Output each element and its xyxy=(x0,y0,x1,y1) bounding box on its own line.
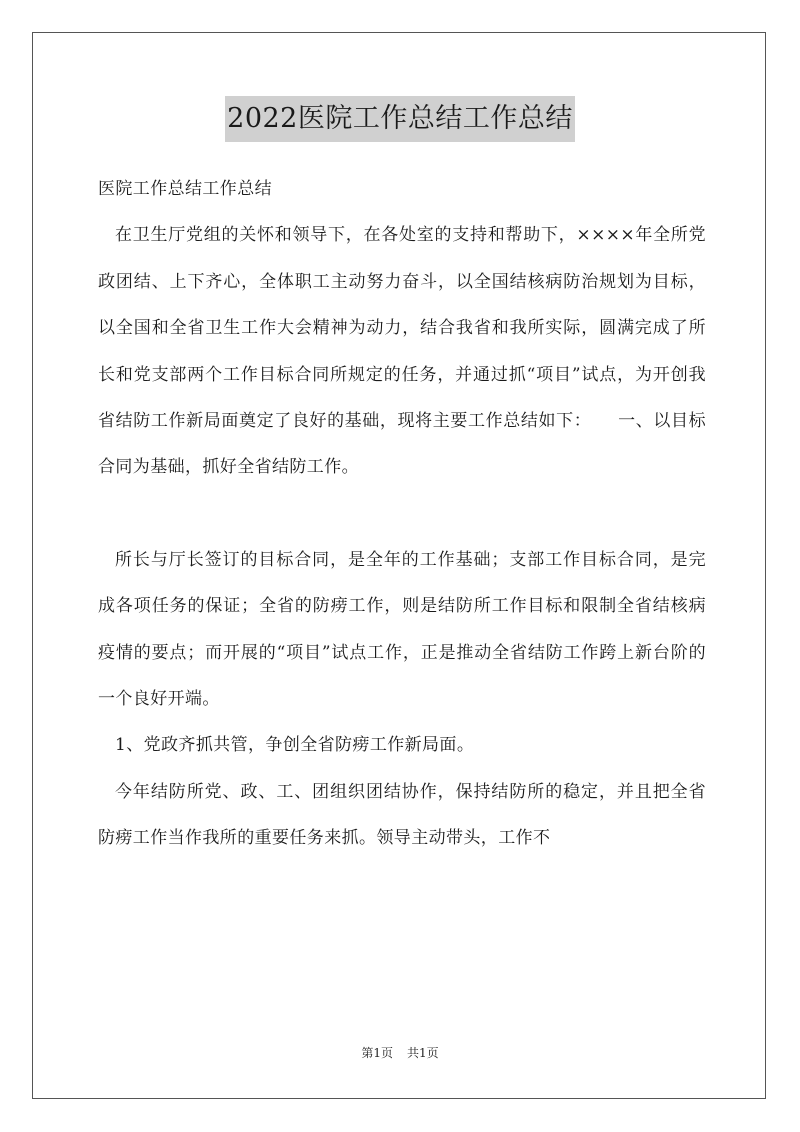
document-subtitle: 医院工作总结工作总结 xyxy=(98,179,272,199)
page-total: 共1页 xyxy=(407,1046,439,1060)
page-number: 第1页 xyxy=(361,1046,393,1060)
paragraph-4: 今年结防所党、政、工、团组织团结协作，保持结防所的稳定，并且把全省防痨工作当作我所的重要任务来抓。领导主动带头，工作不 xyxy=(98,781,706,849)
paragraph-gap xyxy=(98,491,706,537)
page-footer xyxy=(0,1044,800,1061)
document-title: 2022医院工作总结工作总结 xyxy=(225,96,575,142)
document-body xyxy=(98,166,706,862)
paragraph-2: 所长与厅长签订的目标合同，是全年的工作基础；支部工作目标合同，是完成各项任务的保证；全省的防痨工作，则是结防所工作目标和限制全省结核病疫情的要点；而开展的“项目”试点工作，正是推动全省结防工作跨上新台阶的一个良好开端。 xyxy=(98,549,706,710)
title-container xyxy=(0,96,800,142)
paragraph-3: 1、党政齐抓共管，争创全省防痨工作新局面。 xyxy=(115,735,475,756)
paragraph-1: 在卫生厅党组的关怀和领导下，在各处室的支持和帮助下，××××年全所党政团结、上下齐心，全体职工主动努力奋斗，以全国结核病防治规划为目标，以全国和全省卫生工作大会精神为动力，结合我省和我所实际，圆满完成了所长和党支部两个工作目标合同所规定的任务，并通过抓“项目”试点，为开创我省结防工作新局面奠定了良好的基础，现将主要工作总结如下： 一、以目标合同为基础，抓好全省结防工作。 xyxy=(98,225,706,478)
